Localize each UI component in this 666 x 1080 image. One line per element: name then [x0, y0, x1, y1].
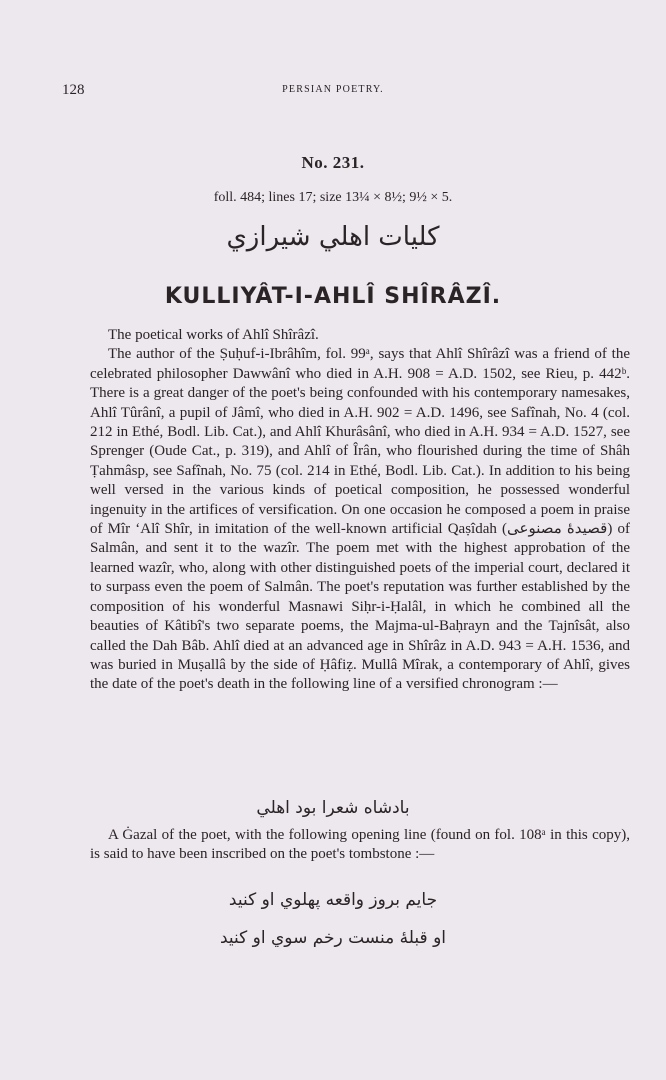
paragraph-ghazal: A Ġazal of the poet, with the following opening line (found on fol. 108ᵃ in this copy), is said to have been inscribed on the poet's tombstone :—	[90, 827, 630, 863]
chronogram-line: بادشاه شعرا بود اهلي	[256, 798, 410, 818]
second-text	[90, 826, 630, 865]
paragraph-biography: The author of the Ṣuḥuf-i-Ibrâhîm, fol. 99ᵃ, says that Ahlî Shîrâzî was a friend of the celebrated philosopher Dawwânî who died in A.H. 908 = A.D. 1502, see Rieu, p. 442ᵇ. There is a great danger of the poet's being confounded with his contemporary namesakes, Ahlî Tûrânî, a pupil of Jâmî, who died in A.H. 902 = A.D. 1496, see Safînah, No. 4 (col. 212 in Ethé, Bodl. Lib. Cat.), and Ahlî Khurâsânî, who died in A.H. 934 = A.D. 1527, see Sprenger (Oude Cat., p. 319), and Ahlî of Îrân, who flourished during the time of Shâh Ṭahmâsp, see Safînah, No. 75 (col. 214 in Ethé, Bodl. Lib. Cat.). In addition to his being well versed in the various kinds of poetical composition, he possessed wonderful ingenuity in the artifices of versification. On one occasion he composed a poem in praise of Mîr ʻAlî Shîr, in imitation of the well-known artificial Qaṣîdah (قصیدهٔ مصنوعی) of Salmân, and sent it to the wazîr. The poem met with the highest approbation of the learned wazîr, who, along with other distinguished poets of the imperial court, declared it to surpass even the poem of Salmân. The poet's reputation was further established by the composition of his wonderful Masnawi Siḥr-i-Ḥalâl, in which he combined all the beauties of Kâtibî's two separate poems, the Majma-ul-Baḥrayn and the Tajnîsât, also called the Dah Bâb. Ahlî died at an advanced age in Shîrâz in A.D. 943 = A.H. 1536, and was buried in Muṣallâ by the side of Ḥâfiẓ. Mullâ Mîrak, a contemporary of Ahlî, gives the date of the poet's death in the following line of a versified chronogram :—	[90, 346, 630, 693]
entry-title: KULLIYÂT-I-AHLÎ SHÎRÂZÎ.	[164, 284, 502, 309]
page-number: 128	[62, 82, 85, 98]
verse-line-2: او قبلهٔ منست رخم سوي او کنید	[219, 928, 447, 948]
main-text	[90, 326, 630, 695]
paragraph-intro: The poetical works of Ahlî Shîrâzî.	[108, 327, 319, 343]
running-head: PERSIAN POETRY.	[282, 84, 384, 95]
arabic-title: كلیات اهلي شیرازي	[226, 222, 440, 252]
entry-number: No. 231.	[301, 153, 365, 172]
verse-line-1: جایم بروز واقعه پهلوي او کنید	[228, 890, 438, 910]
page-header	[0, 82, 666, 102]
folio-info: foll. 484; lines 17; size 13¼ × 8½; 9½ × 5.	[213, 190, 453, 205]
